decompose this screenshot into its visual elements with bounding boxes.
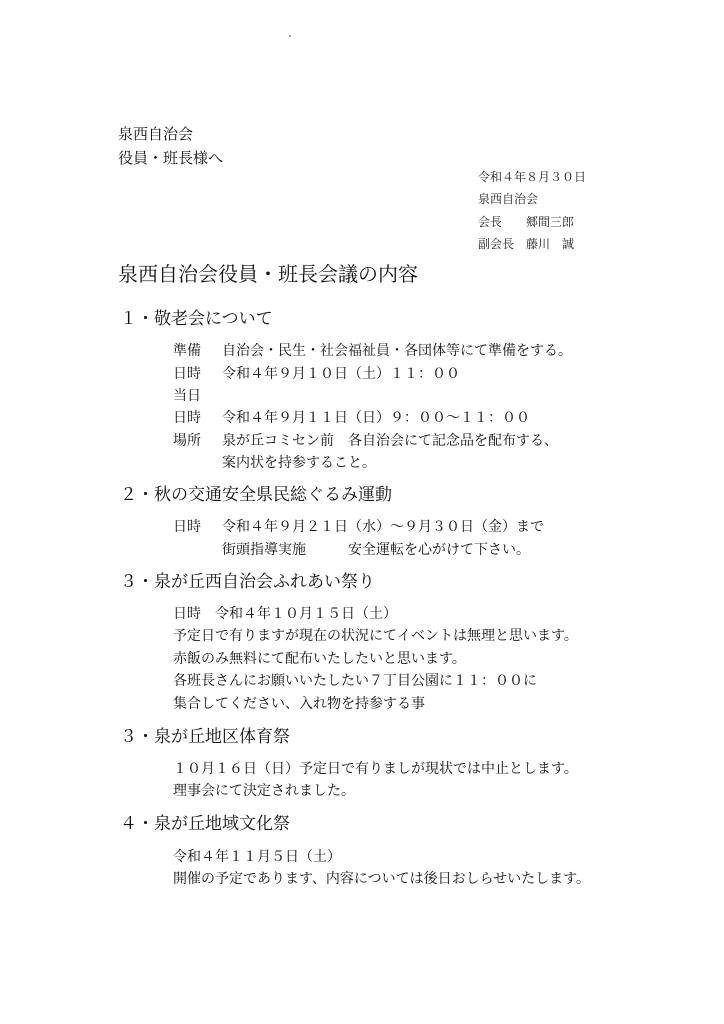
section-line: 日時 令和４年１０月１５日（土） xyxy=(173,606,397,622)
sender-organization: 泉西自治会 xyxy=(478,192,539,206)
row-label: 準備 xyxy=(173,343,201,359)
row-value: 令和４年９月１１日（日）９：００～１１：００ xyxy=(222,410,530,426)
row-value: 令和４年９月１０日（土）１１：００ xyxy=(222,366,460,382)
row-label: 日時 xyxy=(173,519,201,535)
row-value: 泉が丘コミセン前 各自治会にて記念品を配布する、 xyxy=(222,433,558,449)
section-line: 令和４年１１月５日（土） xyxy=(173,849,341,865)
row-label: 日時 xyxy=(173,410,201,426)
document-date: 令和４年８月３０日 xyxy=(478,170,587,184)
row-value: 案内状を持参すること。 xyxy=(222,455,376,471)
section-heading: ３・泉が丘西自治会ふれあい祭り xyxy=(120,572,375,592)
row-value: 街頭指導実施 安全運転を心がけて下さい。 xyxy=(222,542,530,558)
sender-vice-name: 藤川 誠 xyxy=(526,237,575,251)
section-line: １０月１６日（日）予定日で有りましが現状では中止とします。 xyxy=(173,761,578,777)
section-line: 予定日で有りますが現在の状況にてイベントは無理と思います。 xyxy=(173,628,578,644)
row-value: 令和４年９月２１日（水）～９月３０日（金）まで xyxy=(222,519,544,535)
sender-chair-name: 郷間三郎 xyxy=(526,215,575,229)
section-line: 理事会にて決定されました。 xyxy=(173,783,355,799)
recipient-line-2: 役員・班長様へ xyxy=(118,149,224,167)
row-label: 日時 xyxy=(173,366,201,382)
row-label: 当日 xyxy=(173,388,201,404)
section-heading: ２・秋の交通安全県民総ぐるみ運動 xyxy=(120,485,392,505)
section-line: 開催の予定であります、内容については後日おしらせいたします。 xyxy=(173,871,591,887)
section-line: 赤飯のみ無料にて配布いたしたいと思います。 xyxy=(173,651,466,667)
recipient-line-1: 泉西自治会 xyxy=(118,125,194,143)
section-heading: ４・泉が丘地域文化祭 xyxy=(120,814,290,834)
row-value: 自治会・民生・社会福祉員・各団体等にて準備をする。 xyxy=(222,343,572,359)
sender-chair-title: 会長 xyxy=(478,215,503,229)
scan-speck xyxy=(289,35,291,37)
section-heading: ３・泉が丘地区体育祭 xyxy=(120,727,290,747)
row-label: 場所 xyxy=(173,433,201,449)
document-title: 泉西自治会役員・班長会議の内容 xyxy=(118,262,418,286)
sender-vice-title: 副会長 xyxy=(478,237,515,251)
section-heading: １・敬老会について xyxy=(120,309,273,329)
section-line: 集合してください、入れ物を持参する事 xyxy=(173,696,425,712)
section-line: 各班長さんにお願いいたしたい７丁目公園に１１：００に xyxy=(173,673,537,689)
